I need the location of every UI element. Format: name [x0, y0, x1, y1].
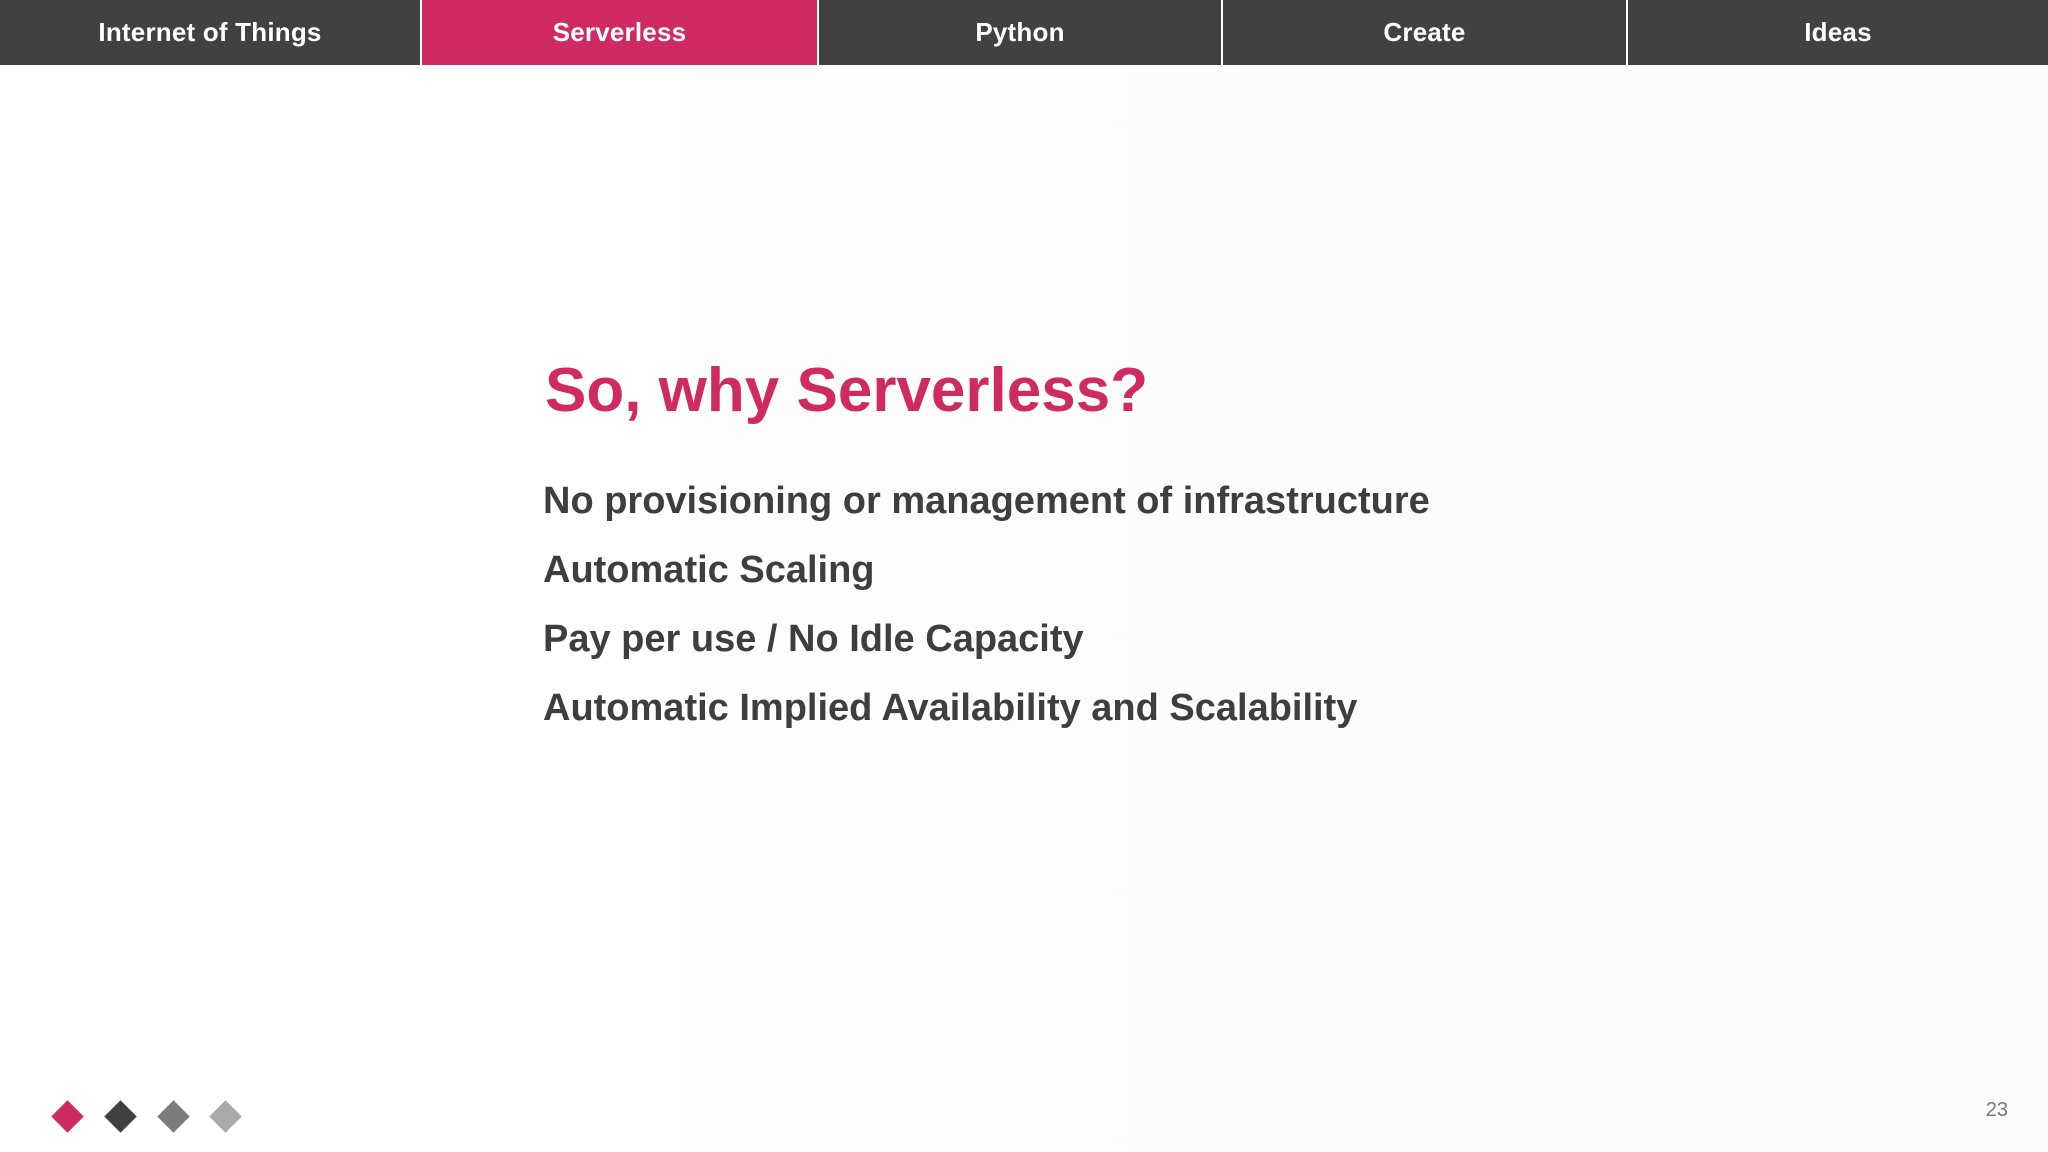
tab-serverless[interactable]: Serverless — [422, 0, 819, 65]
slide-title: So, why Serverless? — [545, 356, 1149, 425]
diamond-icon-accent — [51, 1100, 84, 1133]
diamond-icon-light — [209, 1100, 242, 1133]
tab-ideas[interactable]: Ideas — [1628, 0, 2048, 65]
bullet-item: Automatic Scaling — [543, 549, 875, 591]
bullet-item: Pay per use / No Idle Capacity — [543, 618, 1084, 660]
bullet-item: No provisioning or management of infrastructure — [543, 480, 1430, 522]
tab-create[interactable]: Create — [1223, 0, 1628, 65]
tab-python[interactable]: Python — [819, 0, 1223, 65]
tab-internet-of-things[interactable]: Internet of Things — [0, 0, 422, 65]
page-number: 23 — [1985, 1099, 2008, 1121]
bullet-item: Automatic Implied Availability and Scalability — [543, 687, 1358, 729]
top-navigation — [0, 0, 2048, 65]
diamond-icon-dark — [104, 1100, 137, 1133]
bullet-list — [543, 469, 1430, 745]
diamond-icon-gray — [157, 1100, 190, 1133]
